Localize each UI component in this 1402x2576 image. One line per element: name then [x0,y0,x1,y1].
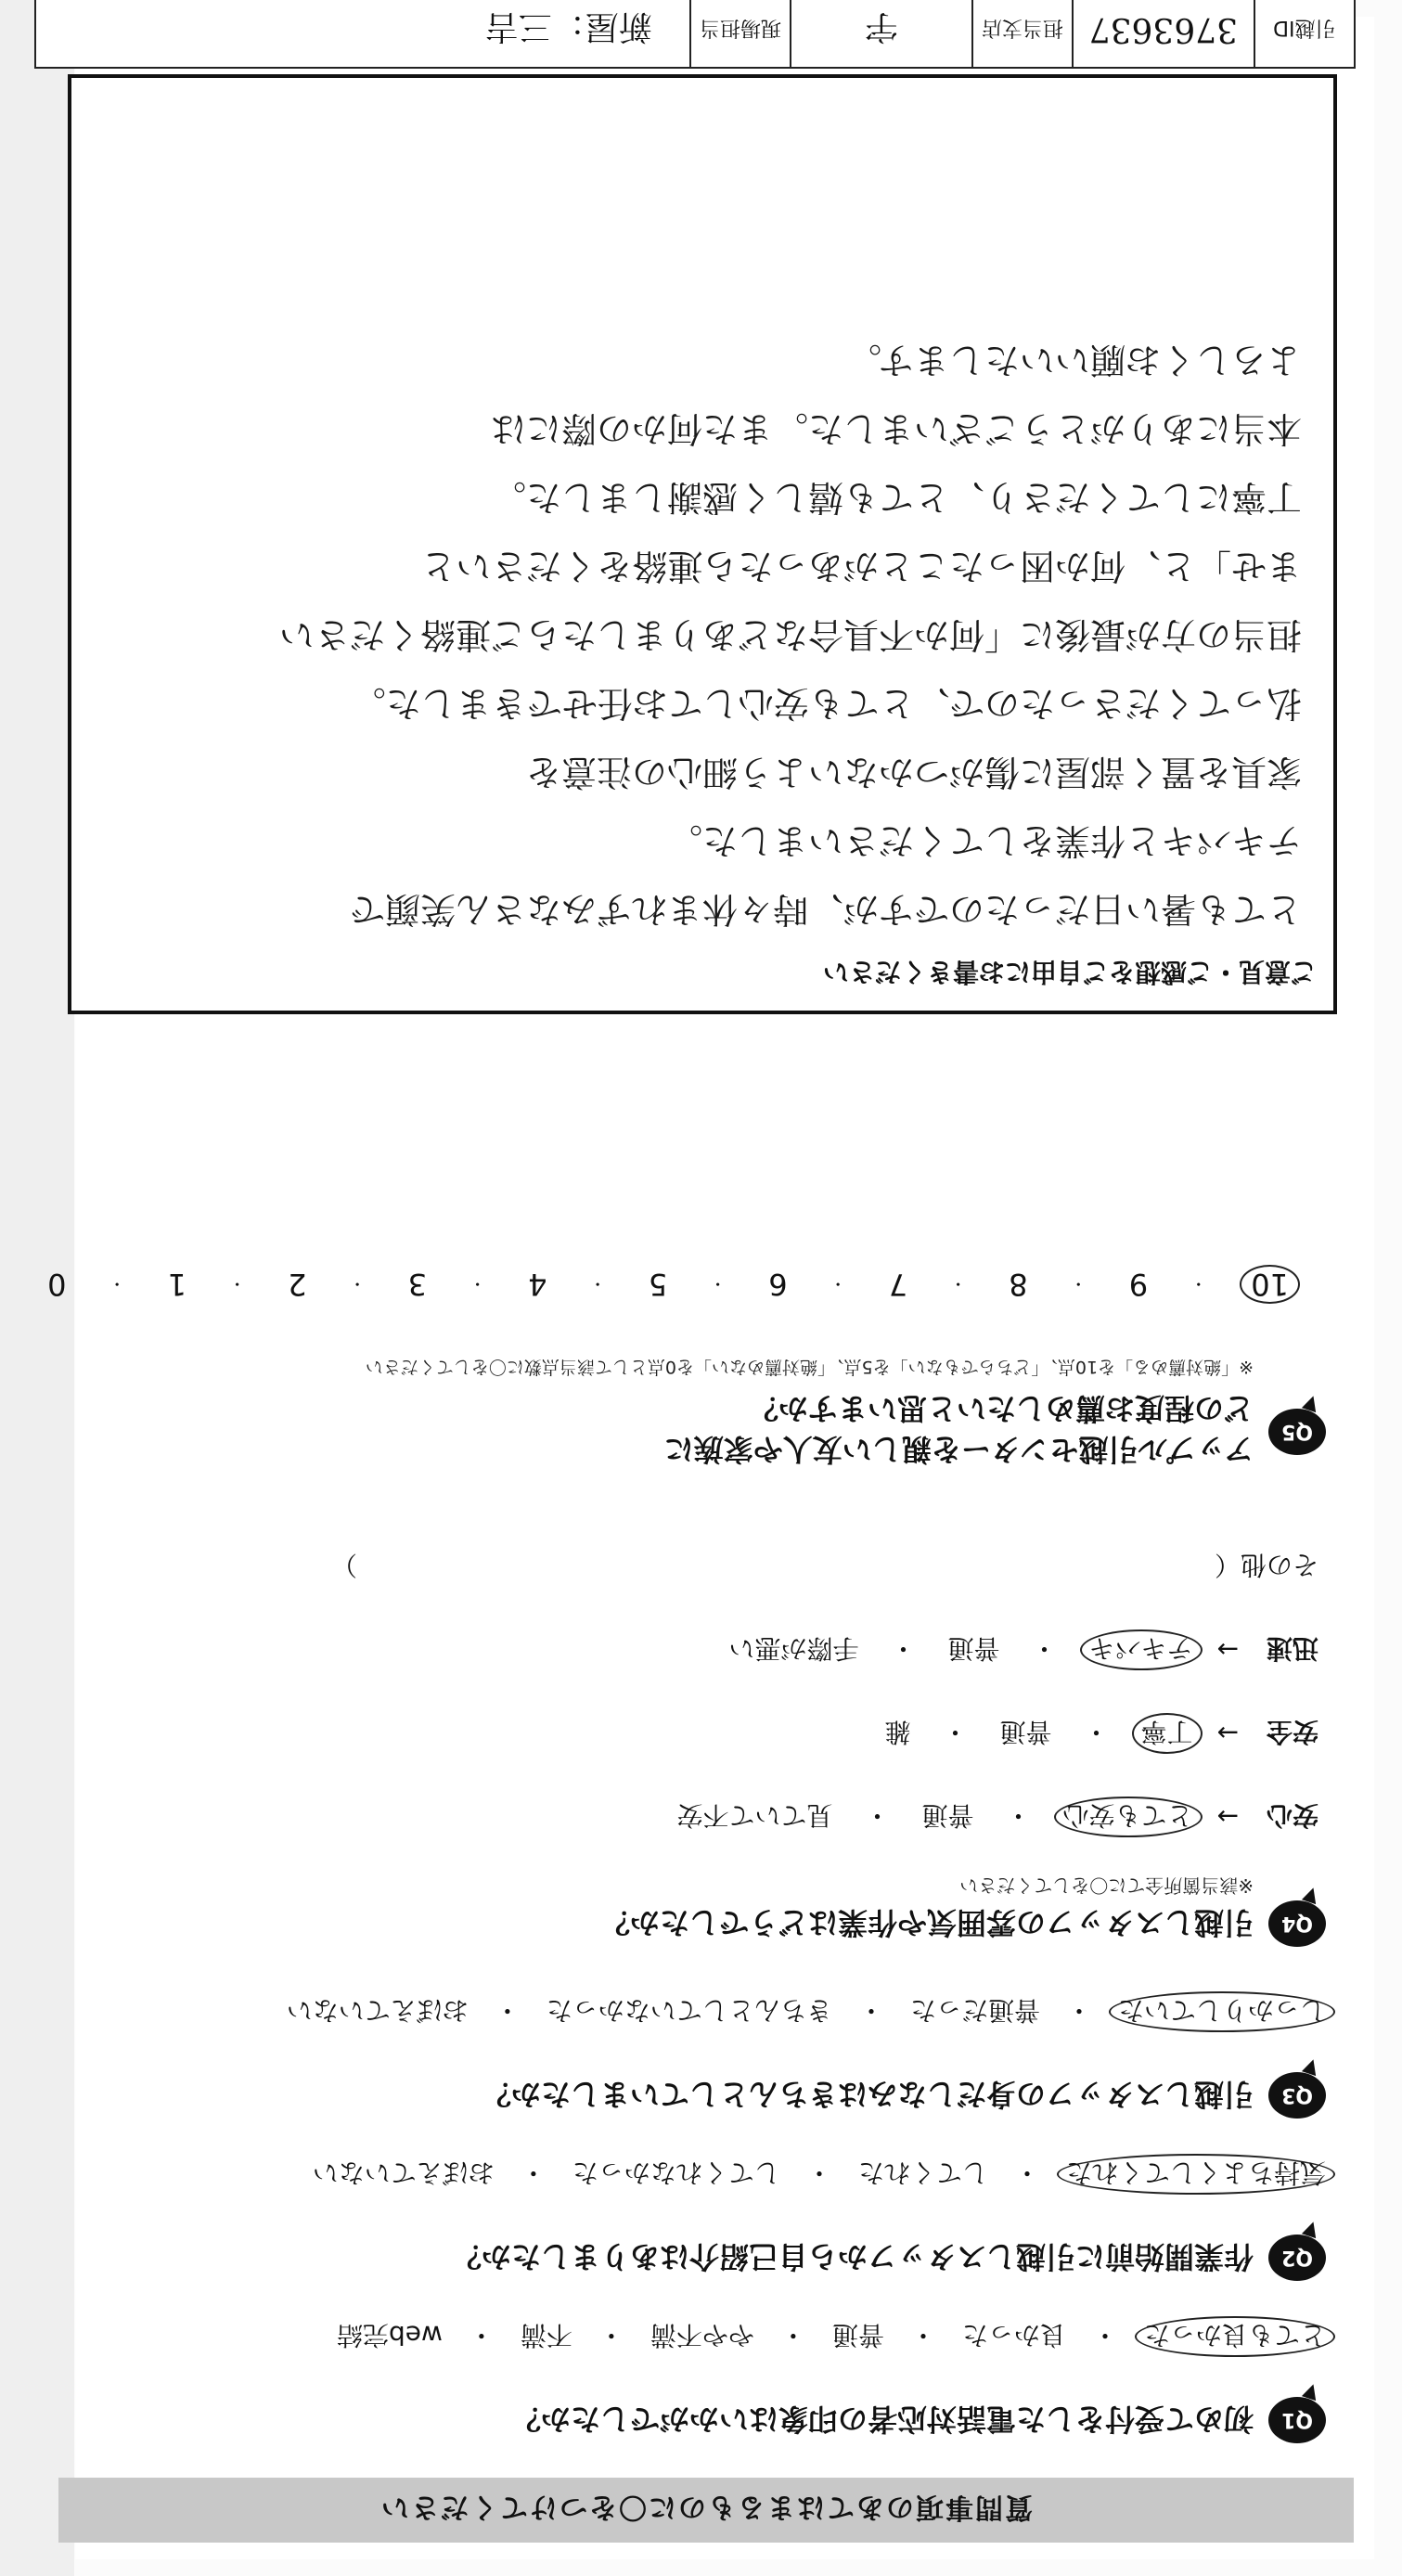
comments-box[interactable] [68,74,1337,1014]
separator-dot: ・ [469,1273,486,1293]
selection-circle: 気持ちよくしてくれた [1057,2154,1335,2195]
q4-note: ※該当箇所全てに〇をしてください [959,1874,1254,1897]
separator-dot: ・ [1005,1800,1032,1831]
separator-dot: ・ [228,1273,246,1293]
id-table [34,0,1356,69]
q3-badge: Q3 [1268,2072,1326,2119]
q4-option[interactable]: 普通 [921,1800,974,1831]
q4-row-anzen [884,1715,1318,1752]
scale-option[interactable]: 2 [288,1267,307,1302]
q2-option[interactable]: してくれた [857,2157,988,2188]
selection-circle: とても安心 [1054,1797,1203,1837]
separator-dot: ・ [830,1273,847,1293]
row-label: 安心 [1266,1800,1318,1831]
row-label: 安全 [1266,1717,1318,1747]
row-label: 迅速 [1266,1633,1318,1664]
q3-option[interactable] [1118,1995,1326,2029]
q2-text: 作業開始前に引越しスタッフから自己紹介はありましたか？ [451,2239,1254,2274]
q4-option[interactable]: 手際が悪い [728,1633,859,1664]
comments-title: ご意見・ご感想をご自由にお書きください [822,957,1317,987]
q5-badge: Q5 [1268,1409,1326,1455]
id-value: 3763637 [1072,0,1254,67]
separator-dot: ・ [1031,1633,1058,1664]
q4-other-field[interactable]: その他（ ） [330,1550,1318,1580]
question-3 [64,2063,1326,2119]
handwritten-comment [96,326,1302,944]
instruction-banner: 質問事項のあてはまるものに〇をつけてください [58,2478,1354,2543]
separator-dot: ・ [864,1800,891,1831]
separator-dot: ・ [349,1273,367,1293]
separator-dot: ・ [1083,1717,1110,1747]
staff-value: 新屋：三吉 [484,7,652,46]
comment-line: 払ってくださったので、とても安心してお任せできました。 [350,683,1302,724]
q2-badge: Q2 [1268,2235,1326,2281]
q3-text: 引越しスタッフの身だしなみはきちんとしていましたか？ [481,2077,1254,2112]
arrow-icon: → [1216,1801,1239,1833]
separator-dot: ・ [589,1273,607,1293]
selection-circle: とても良かった [1135,2316,1335,2357]
separator-dot: ・ [779,2320,806,2351]
separator-dot: ・ [468,2320,495,2351]
q2-option[interactable] [1066,2157,1326,2191]
scale-option[interactable]: 0 [47,1267,67,1302]
q1-option[interactable]: 不満 [520,2320,572,2351]
scale-option[interactable]: 8 [1009,1267,1028,1302]
arrow-icon: → [1216,1634,1239,1666]
q1-option[interactable]: web完結 [336,2320,443,2351]
comment-line: 担当の方が最後に「何か不具合などありましたらご連絡ください [278,614,1302,655]
separator-dot: ・ [494,1995,521,2026]
q3-option[interactable]: おぼえていない [286,1995,469,2026]
q3-option[interactable]: 普通だった [909,1995,1040,2026]
q4-option[interactable] [1089,1633,1193,1667]
separator-dot: ・ [949,1273,967,1293]
comment-line: 丁寧にしてくださり、とても嬉しく感謝しました。 [490,477,1302,518]
separator-dot: ・ [890,1633,917,1664]
question-4 [64,1863,1326,1947]
selection-circle: しっかりしていた [1109,1991,1335,2032]
selection-circle: テキパキ [1080,1629,1203,1670]
branch-value: 宇 [790,0,971,67]
q4-row-anshin [676,1798,1318,1835]
q5-text-line2: どの程度お薦めしたいと思いますか？ [748,1391,1254,1426]
q3-option[interactable]: きちんとしていなかった [546,1995,832,2026]
comment-line: テキパキと作業をしてくださいました。 [666,820,1302,861]
comment-line: ませ」と、何か困ったことがあったら連絡をくださいと [420,546,1302,586]
q5-text-line1: アップル引越センターを親しい友人や家族に [663,1432,1254,1467]
separator-dot: ・ [520,2157,547,2188]
q2-option[interactable]: おぼえていない [312,2157,495,2188]
id-label: 引越ID [1254,0,1354,67]
comment-line: 家具を置く部屋に傷がつかないよう細心の注意を [525,752,1302,792]
scale-option[interactable]: 3 [407,1267,428,1302]
q4-badge: Q4 [1268,1900,1326,1947]
q1-option[interactable]: 良かった [961,2320,1066,2351]
scale-option[interactable]: 5 [648,1267,668,1302]
q4-option[interactable]: 普通 [947,1633,1000,1664]
question-1 [64,2388,1326,2443]
separator-dot: ・ [709,1273,727,1293]
separator-dot: ・ [1013,2157,1040,2188]
q3-options [287,1993,1326,2030]
q1-options [337,2318,1326,2355]
q4-option[interactable]: 見ていて不安 [676,1800,833,1831]
branch-label: 担当支店 [971,0,1072,67]
separator-dot: ・ [1070,1273,1087,1293]
q1-option[interactable] [1144,2320,1326,2353]
comment-line: よろしくお願いいたします。 [846,340,1302,380]
separator-dot: ・ [109,1273,126,1293]
separator-dot: ・ [942,1717,969,1747]
separator-dot: ・ [909,2320,936,2351]
selection-circle: 丁寧 [1132,1713,1203,1754]
q4-row-jinsoku [728,1631,1318,1668]
q2-option[interactable]: してくれなかった [572,2157,780,2188]
scale-option[interactable]: 6 [768,1267,788,1302]
scale-option[interactable]: 1 [167,1267,187,1302]
q4-option[interactable]: 普通 [999,1717,1052,1747]
scale-option[interactable]: 4 [528,1267,547,1302]
separator-dot: ・ [805,2157,832,2188]
comment-line: 本当にありがとうございました。また何かの際には [490,408,1302,449]
q4-option[interactable] [1141,1717,1193,1750]
q1-text: 初めて受付をした電話対応者の印象はいかがでしたか？ [510,2402,1254,2437]
separator-dot: ・ [857,1995,884,2026]
question-2 [64,2225,1326,2281]
q2-options [313,2156,1326,2193]
q5-note: ※「絶対薦める」を10点、「どちらでもない」を5点、「絶対薦めない」を0点として該当点数に〇をしてください [365,1357,1254,1377]
scale-option[interactable]: 7 [888,1267,908,1302]
comment-line: とても暑い日だったのですが、時々休まれずみなさん笑顔で [349,889,1302,930]
question-5 [64,1353,1326,1474]
arrow-icon: → [1216,1718,1239,1749]
survey-sheet [47,7,1374,2559]
q4-text: 引越しスタッフの雰囲気や作業はどうでしたか？ [599,1905,1254,1940]
q1-option[interactable]: やや不満 [650,2320,754,2351]
separator-dot: ・ [1190,1273,1207,1293]
q4-option[interactable] [1063,1800,1193,1834]
scale-option[interactable] [1249,1267,1291,1302]
separator-dot: ・ [1091,2320,1118,2351]
q4-option[interactable]: 雑 [884,1717,911,1747]
q5-scale [47,1267,1291,1302]
selection-circle: 10 [1240,1265,1300,1304]
separator-dot: ・ [598,2320,624,2351]
separator-dot: ・ [1065,1995,1092,2026]
staff-label: 現場担当 [689,0,790,67]
q1-option[interactable]: 普通 [831,2320,884,2351]
scale-option[interactable]: 9 [1128,1267,1149,1302]
q1-badge: Q1 [1268,2397,1326,2443]
